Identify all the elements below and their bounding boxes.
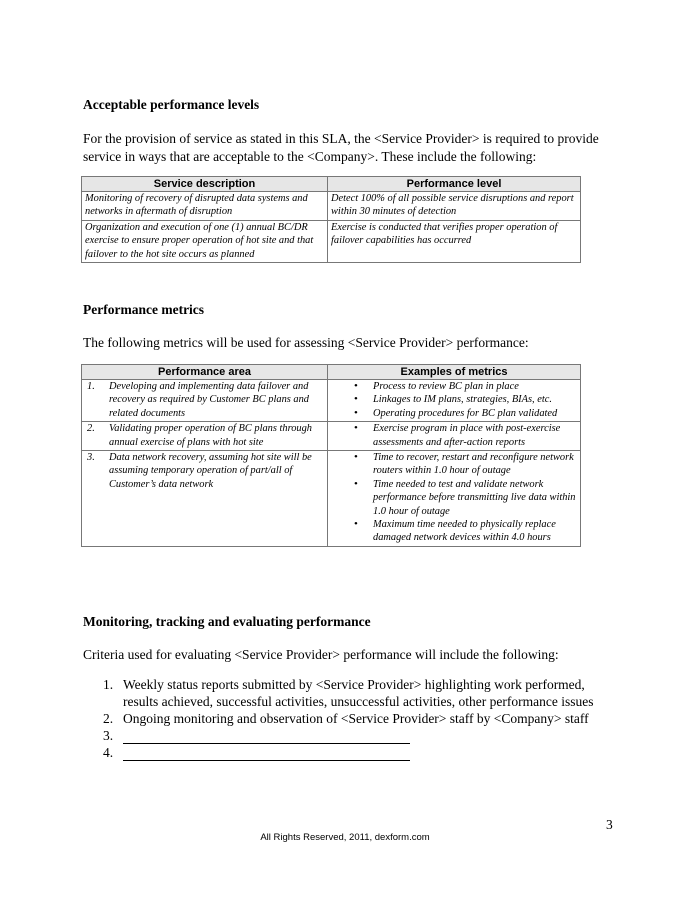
table-row bbox=[82, 192, 581, 221]
metrics-heading: Performance metrics bbox=[83, 302, 205, 317]
row-number: 2. bbox=[87, 423, 95, 435]
metrics-cell bbox=[328, 451, 581, 547]
performance-area-text: Data network recovery, assuming hot site will be assuming temporary operation of part/all of Customer’s data network bbox=[109, 452, 312, 490]
row-number: 1. bbox=[87, 381, 95, 392]
column-header-performance-area: Performance area bbox=[82, 365, 328, 380]
table-row bbox=[82, 422, 581, 451]
service-description-cell: Monitoring of recovery of disrupted data systems and networks in aftermath of disruption bbox=[82, 192, 328, 221]
acceptable-intro bbox=[83, 130, 613, 166]
column-header-service-description: Service description bbox=[82, 177, 328, 192]
metrics-list bbox=[331, 380, 577, 420]
criteria-number: 2. bbox=[103, 711, 114, 726]
criteria-list bbox=[83, 676, 623, 761]
page-number: 3 bbox=[606, 817, 613, 832]
performance-level-cell: Detect 100% of all possible service disruptions and report within 30 minutes of detection bbox=[328, 192, 581, 221]
criteria-text: Weekly status reports submitted by <Service Provider> highlighting work performed, results achieved, successful activities, unsuccessful activities, other performance issues bbox=[123, 677, 594, 709]
criteria-number: 3. bbox=[103, 728, 114, 743]
criteria-item bbox=[83, 727, 623, 744]
row-number: 3. bbox=[87, 452, 95, 464]
monitoring-intro: Criteria used for evaluating <Service Provider> performance will include the following: bbox=[83, 647, 559, 662]
metrics-list bbox=[331, 422, 577, 449]
performance-area-cell bbox=[82, 380, 328, 422]
metric-item: • Exercise program in place with post-exercise assessments and after-action reports bbox=[331, 422, 577, 449]
service-description-cell: Organization and execution of one (1) annual BC/DR exercise to ensure proper operation of hot site and that failover to the hot site occurs as planned bbox=[82, 220, 328, 262]
table-row bbox=[82, 451, 581, 547]
acceptable-heading: Acceptable performance levels bbox=[83, 97, 260, 112]
table-row bbox=[82, 380, 581, 422]
metric-item: • Linkages to IM plans, strategies, BIAs, etc. bbox=[331, 393, 577, 406]
metrics-cell bbox=[328, 422, 581, 451]
criteria-item bbox=[83, 710, 623, 727]
criteria-number: 4. bbox=[103, 745, 114, 760]
criteria-text: Ongoing monitoring and observation of <Service Provider> staff by <Company> staff bbox=[123, 711, 589, 726]
performance-area-cell bbox=[82, 422, 328, 451]
metric-item: • Maximum time needed to physically replace damaged network devices within 4.0 hours bbox=[331, 518, 577, 545]
criteria-number: 1. bbox=[103, 677, 114, 692]
table-header-row bbox=[82, 365, 581, 380]
metric-item: • Time needed to test and validate network performance before transmitting live data within 1.0 hour of outage bbox=[331, 478, 577, 518]
table-header-row bbox=[82, 177, 581, 192]
metrics-cell bbox=[328, 380, 581, 422]
performance-area-cell bbox=[82, 451, 328, 547]
criteria-item bbox=[83, 744, 623, 761]
metric-item: • Process to review BC plan in place bbox=[331, 380, 577, 393]
performance-metrics-table bbox=[81, 364, 581, 547]
performance-level-cell: Exercise is conducted that verifies proper operation of failover capabilities has occurred bbox=[328, 220, 581, 262]
metric-item: • Operating procedures for BC plan validated bbox=[331, 407, 577, 420]
criteria-item bbox=[83, 676, 623, 710]
metrics-intro: The following metrics will be used for assessing <Service Provider> performance: bbox=[83, 335, 529, 350]
acceptable-intro-line2: service in ways that are acceptable to the <Company>. These include the following: bbox=[83, 149, 537, 164]
acceptable-intro-line1: For the provision of service as stated in this SLA, the <Service Provider> is required to provide bbox=[83, 131, 599, 146]
table-row bbox=[82, 220, 581, 262]
metrics-list bbox=[331, 451, 577, 545]
blank-line bbox=[123, 730, 410, 744]
performance-level-table bbox=[81, 176, 581, 263]
performance-area-text: Developing and implementing data failover and recovery as required by Customer BC plans and related documents bbox=[109, 381, 309, 419]
performance-area-text: Validating proper operation of BC plans through annual exercise of plans with hot site bbox=[109, 423, 313, 448]
metric-item: • Time to recover, restart and reconfigure network routers within 1.0 hour of outage bbox=[331, 451, 577, 478]
column-header-performance-level: Performance level bbox=[328, 177, 581, 192]
monitoring-heading: Monitoring, tracking and evaluating performance bbox=[83, 614, 371, 629]
footer-copyright: All Rights Reserved, 2011, dexform.com bbox=[260, 832, 430, 843]
blank-line bbox=[123, 747, 410, 761]
column-header-examples-of-metrics: Examples of metrics bbox=[328, 365, 581, 380]
